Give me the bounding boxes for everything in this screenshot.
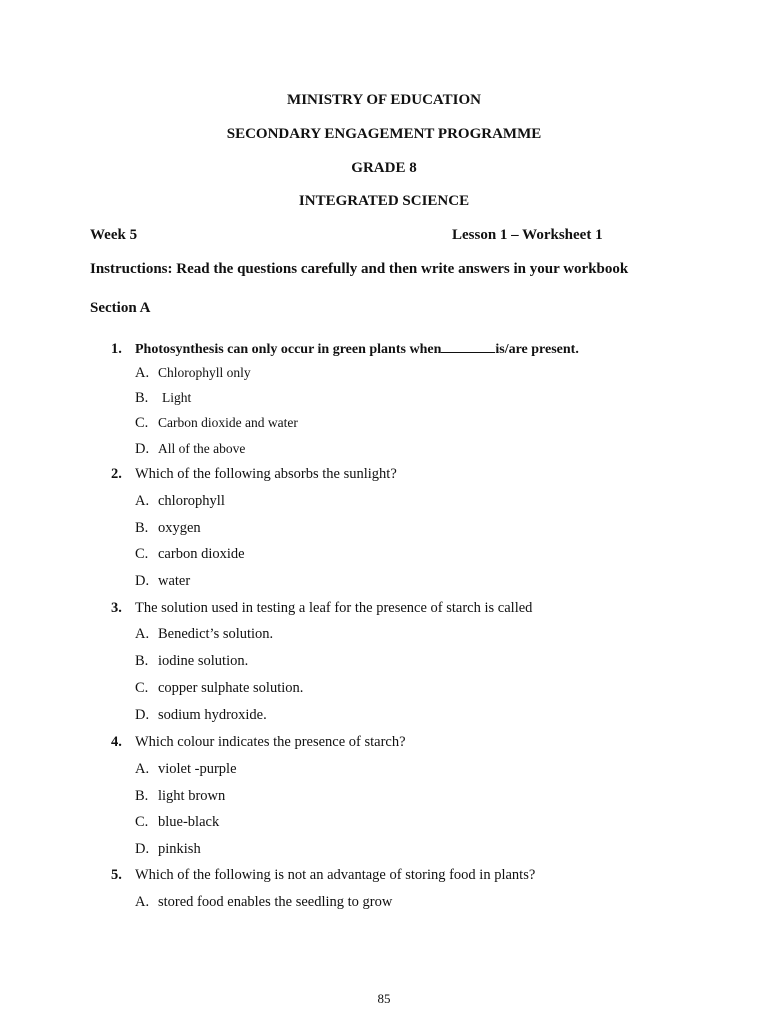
option-letter: B. <box>135 520 149 536</box>
option-letter: C. <box>135 546 149 562</box>
option-text: iodine solution. <box>158 653 249 669</box>
option-letter: D. <box>135 841 150 857</box>
option-letter: D. <box>135 573 150 589</box>
option-text: copper sulphate solution. <box>158 680 304 696</box>
question-number: 4. <box>111 734 122 750</box>
question-text <box>135 341 579 358</box>
option-text: pinkish <box>158 841 201 857</box>
page-number: 85 <box>377 991 391 1006</box>
option-text: oxygen <box>158 520 201 536</box>
option-text: carbon dioxide <box>158 546 245 562</box>
question-text: Which colour indicates the presence of starch? <box>135 734 406 750</box>
option-letter: A. <box>135 894 150 910</box>
option-text: water <box>158 573 191 589</box>
option-text: blue-black <box>158 814 220 830</box>
question-number: 5. <box>111 867 122 883</box>
option-letter: A. <box>135 365 150 381</box>
option-letter: D. <box>135 707 150 723</box>
question-text-before: Photosynthesis can only occur in green plants when <box>135 342 442 357</box>
header-ministry: MINISTRY OF EDUCATION <box>287 92 481 108</box>
question-text: The solution used in testing a leaf for the presence of starch is called <box>135 600 533 616</box>
option-letter: D. <box>135 441 150 457</box>
header-grade: GRADE 8 <box>351 160 417 176</box>
header-programme: SECONDARY ENGAGEMENT PROGRAMME <box>226 126 542 142</box>
option-letter: C. <box>135 680 149 696</box>
question-number: 2. <box>111 466 122 482</box>
option-text: light brown <box>158 788 226 804</box>
option-text: Light <box>162 390 192 405</box>
option-letter: C. <box>135 415 149 431</box>
header-subject: INTEGRATED SCIENCE <box>298 193 470 209</box>
option-text: Chlorophyll only <box>158 365 251 380</box>
question-text: Which of the following is not an advantage of storing food in plants? <box>135 867 536 883</box>
question-text: Which of the following absorbs the sunlight? <box>135 466 397 482</box>
option-letter: A. <box>135 493 150 509</box>
option-letter: B. <box>135 788 149 804</box>
option-text: violet -purple <box>158 761 237 777</box>
question-number: 1. <box>111 341 122 357</box>
question-text-after: is/are present. <box>495 342 579 357</box>
option-text: All of the above <box>158 441 246 456</box>
option-text: chlorophyll <box>158 493 225 509</box>
lesson-label: Lesson 1 – Worksheet 1 <box>452 227 603 243</box>
answer-blank <box>441 341 495 353</box>
option-text: stored food enables the seedling to grow <box>158 894 393 910</box>
question-number: 3. <box>111 600 122 616</box>
option-letter: B. <box>135 390 149 406</box>
option-letter: A. <box>135 761 150 777</box>
instructions: Instructions: Read the questions carefully and then write answers in your workbook <box>90 261 629 277</box>
option-text: Benedict’s solution. <box>158 626 274 642</box>
option-letter: C. <box>135 814 149 830</box>
option-letter: A. <box>135 626 150 642</box>
option-letter: B. <box>135 653 149 669</box>
option-text: sodium hydroxide. <box>158 707 267 723</box>
week-label: Week 5 <box>90 227 138 243</box>
option-text: Carbon dioxide and water <box>158 415 298 430</box>
section-heading: Section A <box>90 300 151 316</box>
